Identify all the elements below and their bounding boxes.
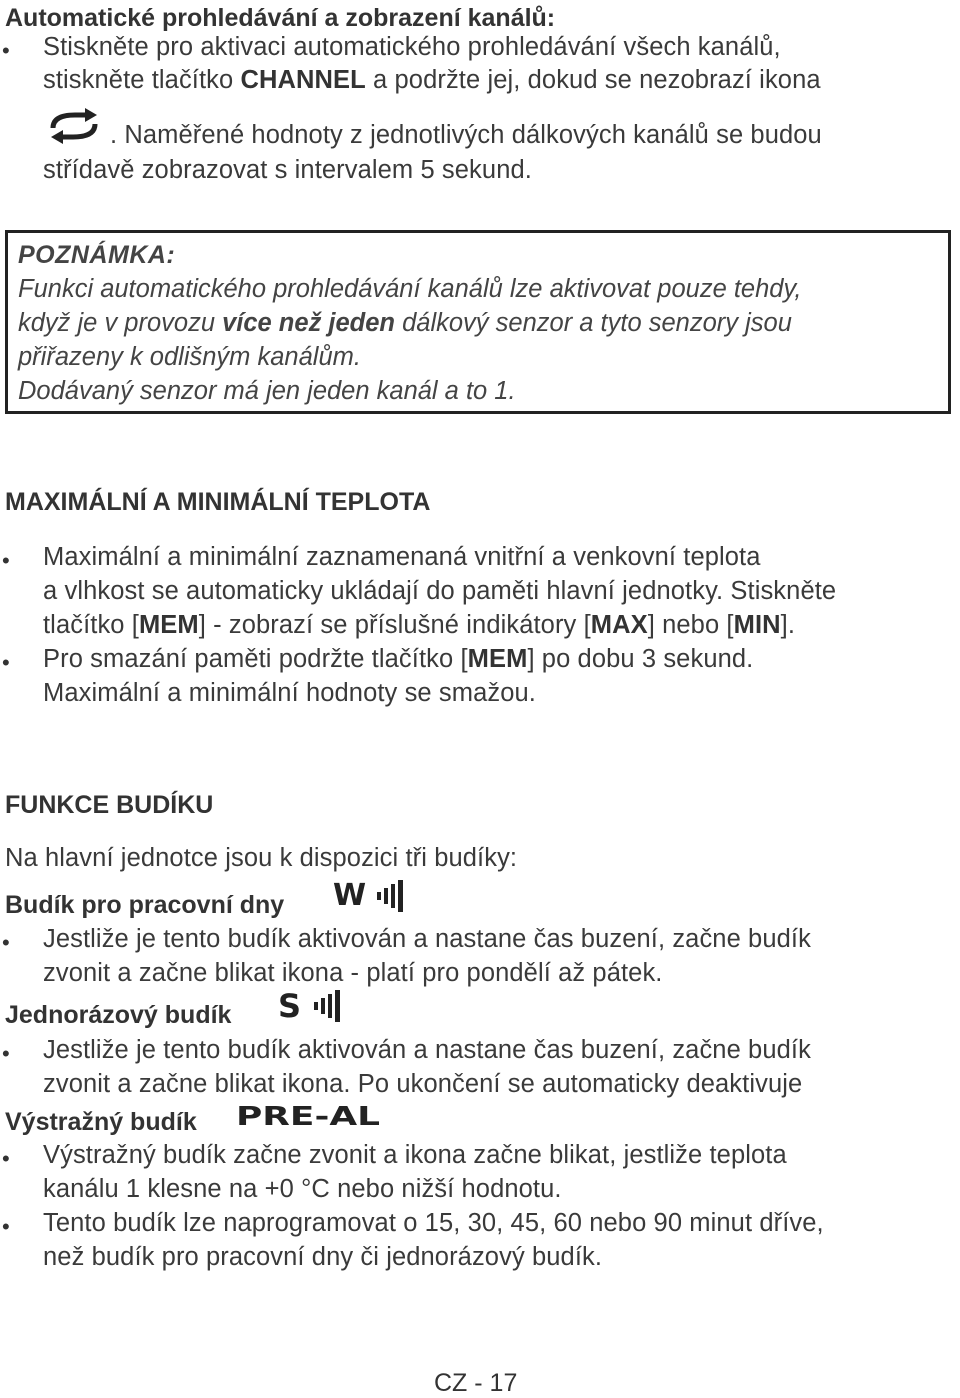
pre-line-1: Výstražný budík začne zvonit a ikona začne blikat, jestliže teplota [43,1141,787,1169]
max-min-line-3 [43,611,795,640]
bullet: • [2,1146,10,1171]
channel-key-label: CHANNEL [240,66,366,94]
weekday-alarm-title: Budík pro pracovní dny [5,891,285,919]
bullet: • [2,930,10,955]
section-title-max-min: MAXIMÁLNÍ A MINIMÁLNÍ TEPLOTA [5,488,431,516]
weekday-alarm-icon [333,880,408,914]
text: ] - zobrazí se příslušné indikátory [ [198,611,591,639]
bullet: • [2,650,10,675]
auto-scan-line-3: . Naměřené hodnoty z jednotlivých dálkových kanálů se budou [110,121,822,149]
max-min-line-4 [43,645,753,674]
note-line-4: Dodávaný senzor má jen jeden kanál a to 1. [18,377,516,405]
emphasis: více než jeden [222,309,396,337]
auto-scan-line-4: střídavě zobrazovat s intervalem 5 sekund. [43,156,532,184]
bullet: • [2,1214,10,1239]
text: tlačítko [ [43,611,139,639]
text: když je v provozu [18,309,223,337]
note-line-2 [18,309,792,338]
max-min-line-1: Maximální a minimální zaznamenaná vnitřní a venkovní teplota [43,543,761,571]
bullet: • [2,38,10,63]
section-title-auto-scan: Automatické prohledávání a zobrazení kanálů: [5,4,556,32]
text: dálkový senzor a tyto senzory jsou [395,309,792,337]
text: stiskněte tlačítko [43,66,241,94]
pre-alarm-title: Výstražný budík [5,1108,197,1136]
note-line-3: přiřazeny k odlišným kanálům. [18,343,361,371]
text: ] po dobu 3 sekund. [527,645,754,673]
weekday-alarm-icon-letter: W [333,880,367,913]
single-alarm-title: Jednorázový budík [5,1001,232,1029]
text: Pro smazání paměti podržte tlačítko [ [43,645,468,673]
single-alarm-icon-letter: S [278,990,302,1024]
pre-line-3: Tento budík lze naprogramovat o 15, 30, 45, 60 nebo 90 minut dříve, [43,1209,824,1237]
weekday-line-2: zvonit a začne blikat ikona - platí pro pondělí až pátek. [43,959,663,987]
mem-key-label: MEM [467,645,528,673]
auto-scan-line-2 [43,66,821,95]
max-indicator-label: MAX [590,611,648,639]
single-line-1: Jestliže je tento budík aktivován a nastane čas buzení, začne budík [43,1036,811,1064]
max-min-line-5: Maximální a minimální hodnoty se smažou. [43,679,536,707]
mem-key-label: MEM [138,611,199,639]
note-title: POZNÁMKA: [18,241,176,269]
pre-alarm-icon [236,1100,382,1130]
cycle-arrows-icon [45,108,103,144]
pre-alarm-icon-text: PRE-AL [236,1102,380,1130]
min-indicator-label: MIN [733,611,781,639]
weekday-line-1: Jestliže je tento budík aktivován a nastane čas buzení, začne budík [43,925,811,953]
text: a podržte jej, dokud se nezobrazí ikona [365,66,821,94]
bullet: • [2,1041,10,1066]
section-title-alarm: FUNKCE BUDÍKU [5,791,214,819]
auto-scan-line-1: Stiskněte pro aktivaci automatického prohledávání všech kanálů, [43,33,781,61]
max-min-line-2: a vlhkost se automaticky ukládají do paměti hlavní jednotky. Stiskněte [43,577,837,605]
single-line-2: zvonit a začne blikat ikona. Po ukončení se automaticky deaktivuje [43,1070,803,1098]
pre-line-2: kanálu 1 klesne na +0 °C nebo nižší hodnotu. [43,1175,562,1203]
pre-line-4: než budík pro pracovní dny či jednorázový budík. [43,1243,603,1271]
bullet: • [2,548,10,573]
text: ]. [780,611,796,639]
text: ] nebo [ [647,611,734,639]
page-number: CZ - 17 [434,1369,518,1397]
alarm-intro: Na hlavní jednotce jsou k dispozici tři budíky: [5,844,518,872]
note-line-1: Funkci automatického prohledávání kanálů lze aktivovat pouze tehdy, [18,275,802,303]
single-alarm-icon [278,990,344,1024]
